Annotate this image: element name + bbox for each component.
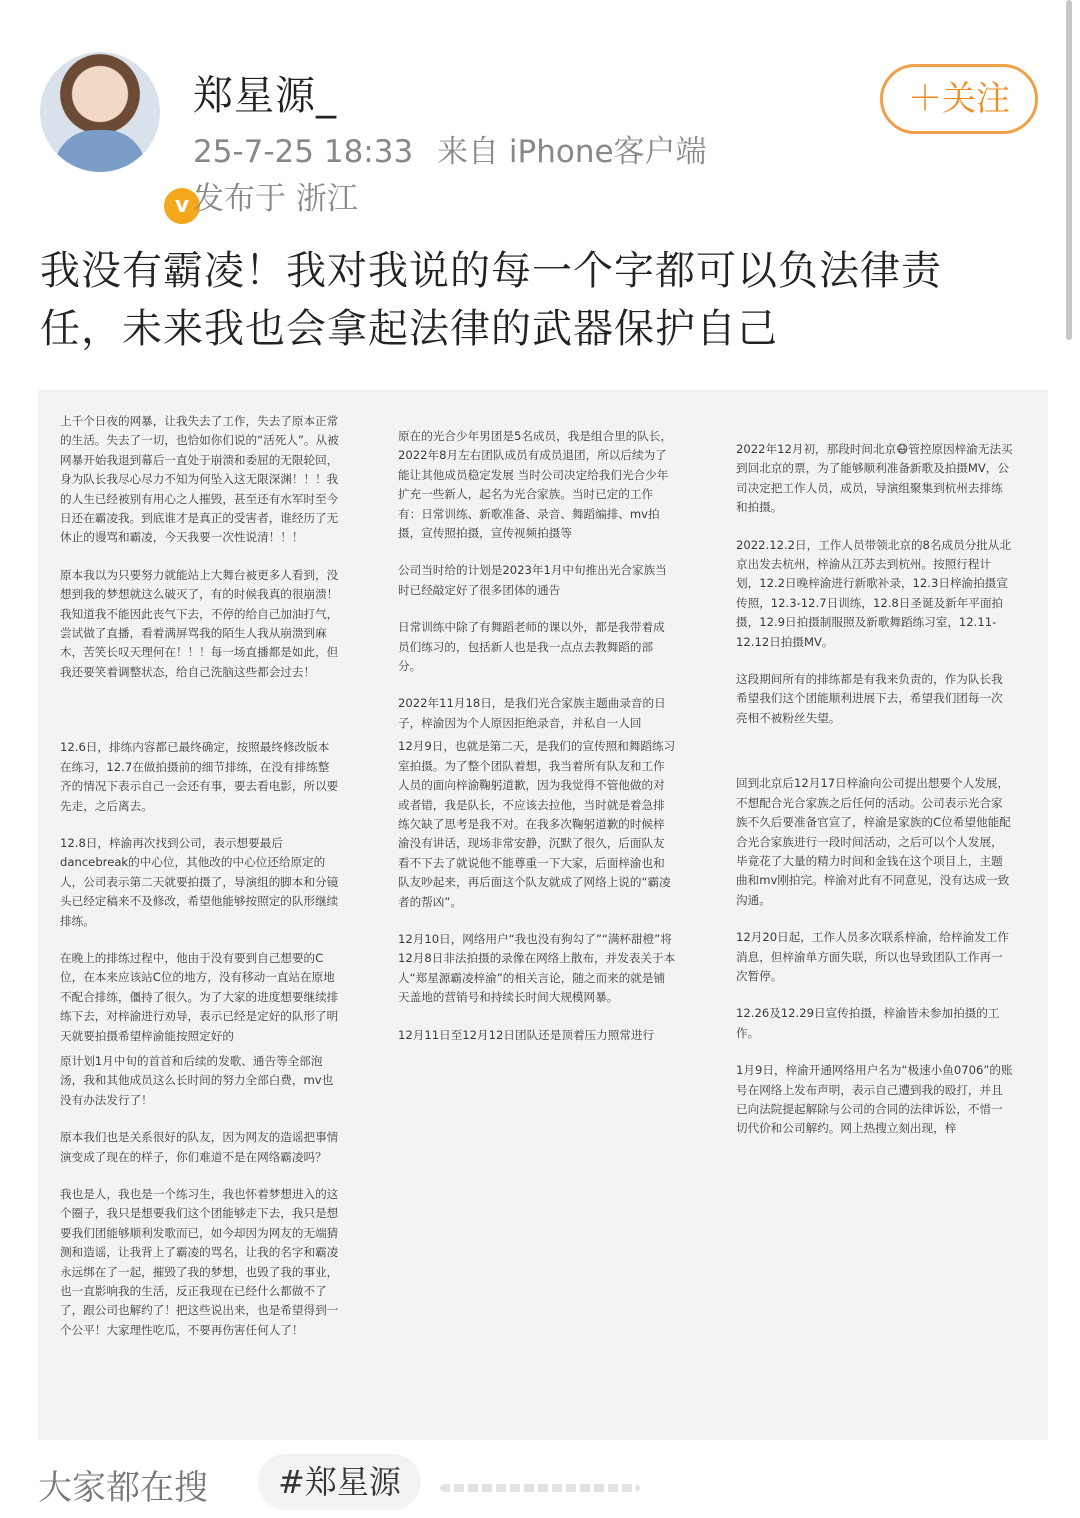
statement-paragraph: 2022年12月初，那段时间北京😷管控原因梓渝无法买到回北京的票，为了能够顺利准备新歌及拍摄MV，公司决定把工作人员，成员，导演组聚集到杭州去排练和拍摄。 (736, 442, 1013, 515)
statement-paragraph: 公司当时给的计划是2023年1月中旬推出光合家族当时已经敲定好了很多团体的通告 (398, 563, 667, 597)
scrollbar-thumb[interactable] (1066, 0, 1072, 340)
statement-paragraph: 2022年11月18日，是我们光合家族主题曲录音的日子，梓渝因为个人原因拒绝录音，并私自一人回 (398, 696, 666, 730)
post-location: 发布于 浙江 (193, 181, 358, 217)
statement-paragraph: 上千个日夜的网暴，让我失去了工作，失去了原本正常的生活。失去了一切，也恰如你们说的“活死人”。从被网暴开始我退到幕后一直处于崩溃和委屈的无限轮回，身为队长我尽心尽力不知为何坠入这无限深渊！！！我的人生已经被别有用心之人摧毁，甚至还有水军时至今日还在霸凌我。到底谁才是真正的受害者，谁经历了无休止的谩骂和霸凌，今天我要一次性说清！！！ (60, 414, 339, 545)
statement-paragraph: 12.6日，排练内容都已最终确定，按照最终修改版本在练习，12.7在做拍摄前的细节排练，在没有排练整齐的情况下表示自己一会还有事，要去看电影，所以要先走，之后离去。 (60, 740, 339, 813)
statement-paragraph: 日常训练中除了有舞蹈老师的课以外，都是我带着成员们练习的，包括新人也是我一点点去教舞蹈的部分。 (398, 620, 665, 674)
post-meta (193, 126, 721, 171)
statement-paragraph: 原本我们也是关系很好的队友，因为网友的造谣把事情演变成了现在的样子，你们难道不是在网络霸凌吗？ (60, 1130, 339, 1164)
statement-paragraph: 原计划1月中旬的首首和后续的发歌、通告等全部泡汤，我和其他成员这么长时间的努力全部白费，mv也没有办法发行了！ (60, 1053, 334, 1107)
loading-placeholder (440, 1484, 640, 1492)
statement-paragraph: 原在的光合少年男团是5名成员，我是组合里的队长，2022年8月左右团队成员有成员退团，所以后续为了能让其他成员稳定发展 当时公司决定给我们光合少年扩充一些新人，起名为光合家族。当时已定的工作有：日常训练、新歌准备、录音、舞蹈编排、mv拍摄，宣传照拍摄，宣传视频拍摄等 (398, 429, 673, 541)
statement-paragraph: 12月9日，也就是第二天，是我们的宣传照和舞蹈练习室拍摄。为了整个团队着想，我当着所有队友和工作人员的面向梓渝鞠躬道歉，因为我觉得不管他做的对或者错，我是队长，不应该去拉他，当时就是着急排练欠缺了思考是我不对。在我多次鞠躬道歉的时候梓渝没有讲话，现场非常安静，沉默了很久，后面队友看不下去了就说他不能尊重一下大家，后面梓渝也和队友吵起来，再后面这个队友就成了网络上说的“霸凌者的帮凶”。 (398, 739, 676, 909)
statement-image[interactable] (38, 390, 1048, 1440)
statement-paragraph: 12.26及12.29日宣传拍摄，梓渝皆未参加拍摄的工作。 (736, 1006, 1000, 1040)
statement-paragraph: 12.8日，梓渝再次找到公司，表示想要最后dancebreak的中心位，其他改的中心位还给原定的人，公司表示第二天就要拍摄了，导演组的脚本和分镜头已经定稿来不及修改，希望他能够按照定的队形继续排练。 (60, 835, 339, 928)
verified-badge-icon: v (160, 184, 204, 228)
scrollbar[interactable] (1066, 0, 1074, 340)
statement-column-3 (736, 440, 1014, 1136)
statement-paragraph: 12月10日，网络用户“我也没有狗勾了”“满杯甜橙”将12月8日非法拍摄的录像在网络上散布，并发表关于本人“郑星源霸凌梓渝”的相关言论，随之而来的就是铺天盖地的营销号和持续长时间大规模网暴。 (398, 931, 676, 1005)
post-source: 来自 iPhone客户端 (437, 134, 707, 170)
post-text: 我没有霸凌！我对我说的每一个字都可以负法律责任，未来我也会拿起法律的武器保护自己 (40, 248, 942, 352)
avatar[interactable] (40, 52, 190, 218)
post-date: 25-7-25 18:33 (193, 134, 414, 170)
statement-column-2 (398, 427, 676, 1067)
statement-paragraph: 回到北京后12月17日梓渝向公司提出想要个人发展，不想配合光合家族之后任何的活动。公司表示光合家族不久后要准备官宣了，梓渝是家族的C位希望他能配合光合家族进行一段时间活动，之后可以个人发展，毕竟花了大量的精力时间和金钱在这个项目上，主题曲和mv刚拍完。梓渝对此有不同意见，没有达成一致沟通。 (736, 776, 1011, 907)
trending-label: 大家都在搜 (38, 1468, 208, 1508)
hashtag-chip[interactable]: #郑星源 (258, 1454, 421, 1510)
statement-paragraph: 12月20日起，工作人员多次联系梓渝，给梓渝发工作消息，但梓渝单方面失联，所以也导致团队工作再一次暂停。 (736, 930, 1009, 983)
username[interactable]: 郑星源_ (193, 73, 337, 119)
statement-paragraph: 12月11日至12月12日团队还是顶着压力照常进行 (398, 1027, 655, 1042)
statement-paragraph: 我也是人，我也是一个练习生，我也怀着梦想进入的这个圈子，我只是想要我们这个团能够走下去，我只是想要我们团能够顺利发歌而已，如今却因为网友的无端猜测和造谣，让我背上了霸凌的骂名，让我的名字和霸凌永远绑在了一起，摧毁了我的梦想，也毁了我的事业，也一直影响我的生活，反正我现在已经什么都做不了了，跟公司也解约了！把这些说出来，也是希望得到一个公平！大家理性吃瓜，不要再伤害任何人了！ (60, 1187, 339, 1337)
follow-button[interactable]: ＋关注 (880, 64, 1038, 134)
avatar-jacket (54, 130, 146, 172)
statement-paragraph: 原本我以为只要努力就能站上大舞台被更多人看到，没想到我的梦想就这么破灭了，有的时候我真的很崩溃！我知道我不能因此丧气下去，不停的给自己加油打气，尝试做了直播，看着满屏骂我的陌生人我从崩溃到麻木，苦笑长叹天理何在！！！每一场直播都是如此，但我还要笑着调整状态，给自己洗脑这些都会过去！ (60, 567, 339, 679)
statement-column-1 (60, 412, 340, 1440)
statement-paragraph: 2022.12.2日，工作人员带领北京的8名成员分批从北京出发去杭州，梓渝从江苏去到杭州。按照行程计划，12.2日晚梓渝进行新歌补录，12.3日梓渝拍摄宣传照，12.3-12.7日训练，12.8日圣诞及新年平面拍摄，12.9日拍摄制服照及新歌舞蹈练习室，12.11-12.12日拍摄MV。 (736, 537, 1012, 649)
avatar-photo (40, 52, 160, 172)
statement-paragraph: 1月9日，梓渝开通网络用户名为“极速小鱼0706”的账号在网络上发布声明，表示自己遭到我的殴打，并且已向法院提起解除与公司的合同的法律诉讼，不惜一切代价和公司解约。网上热搜立刻出现，梓 (736, 1063, 1013, 1136)
statement-paragraph: 这段期间所有的排练都是有我来负责的，作为队长我希望我们这个团能顺利进展下去，希望我们团每一次亮相不被粉丝失望。 (736, 672, 1003, 725)
statement-paragraph: 在晚上的排练过程中，他由于没有要到自己想要的C位，在本来应该站C位的地方，没有移动一直站在原地不配合排练，僵持了很久。为了大家的进度想要继续排练下去，对梓渝进行劝导，表示已经是定好的队形了明天就要拍摄希望梓渝能按照定好的 (60, 950, 339, 1043)
